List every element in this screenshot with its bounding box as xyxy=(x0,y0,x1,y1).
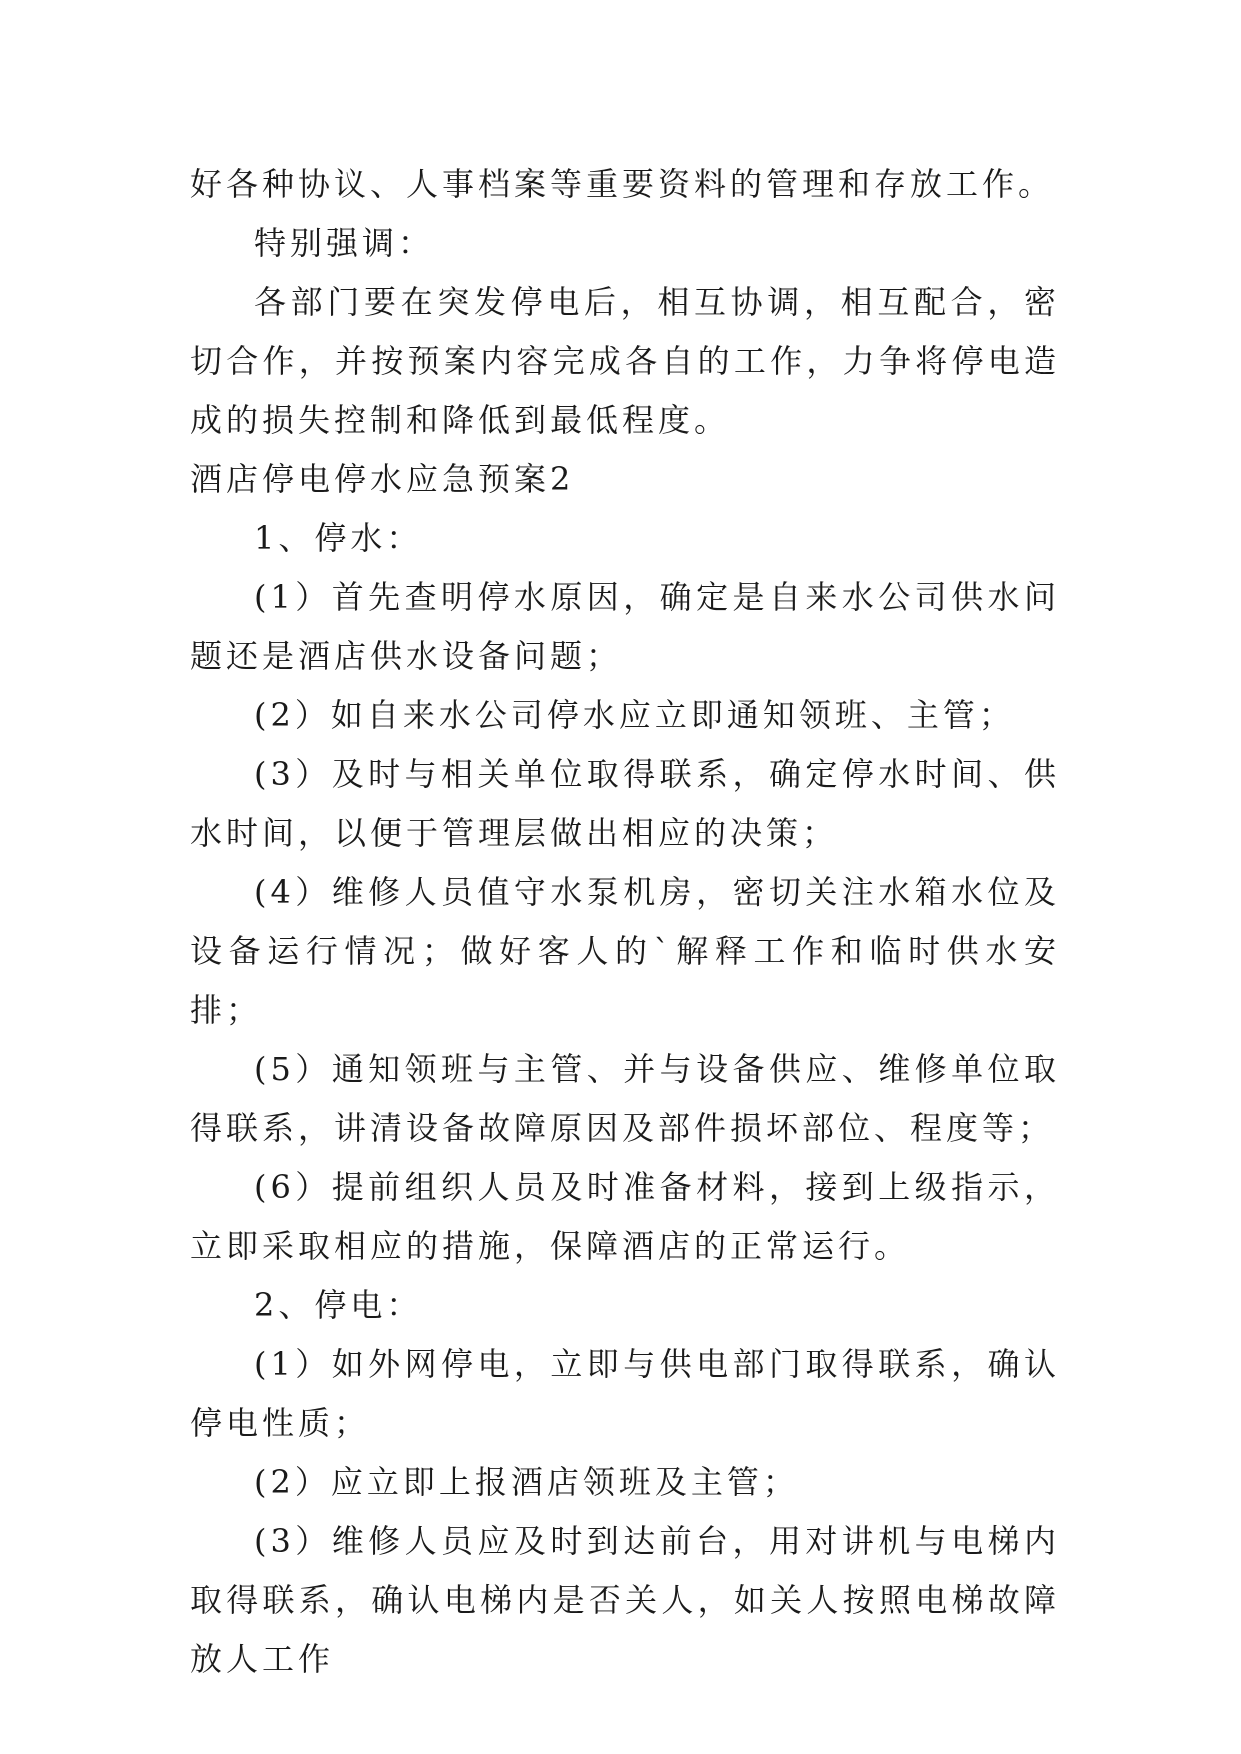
subheading-water-outage: 1、停水： xyxy=(254,519,423,557)
paragraph-special-emphasis: 特别强调： xyxy=(254,224,435,262)
list-item-water-1: (1）首先查明停水原因，确定是自来水公司供水问题还是酒店供水设备问题； xyxy=(190,578,1060,675)
document-body xyxy=(190,155,1060,1689)
paragraph-archive-management: 好各种协议、人事档案等重要资料的管理和存放工作。 xyxy=(190,165,1055,203)
list-item-power-1: (1）如外网停电，立即与供电部门取得联系，确认停电性质； xyxy=(190,1345,1060,1442)
subheading-power-outage: 2、停电： xyxy=(254,1286,423,1324)
list-item-power-2: (2）应立即上报酒店领班及主管； xyxy=(254,1463,799,1501)
section-title: 酒店停电停水应急预案2 xyxy=(190,460,575,498)
list-item-water-6: (6）提前组织人员及时准备材料，接到上级指示，立即采取相应的措施，保障酒店的正常运行。 xyxy=(190,1168,1060,1265)
list-item-water-4: (4）维修人员值守水泵机房，密切关注水箱水位及设备运行情况；做好客人的`解释工作和临时供水安排； xyxy=(190,873,1060,1029)
list-item-water-3: (3）及时与相关单位取得联系，确定停水时间、供水时间，以便于管理层做出相应的决策； xyxy=(190,755,1060,852)
list-item-water-2: (2）如自来水公司停水应立即通知领班、主管； xyxy=(254,696,1015,734)
list-item-power-3: (3）维修人员应及时到达前台，用对讲机与电梯内取得联系，确认电梯内是否关人，如关人按照电梯故障放人工作 xyxy=(190,1522,1060,1678)
paragraph-department-cooperation: 各部门要在突发停电后，相互协调，相互配合，密切合作，并按预案内容完成各自的工作，力争将停电造成的损失控制和降低到最低程度。 xyxy=(190,283,1060,439)
list-item-water-5: (5）通知领班与主管、并与设备供应、维修单位取得联系，讲清设备故障原因及部件损坏部位、程度等； xyxy=(190,1050,1060,1147)
